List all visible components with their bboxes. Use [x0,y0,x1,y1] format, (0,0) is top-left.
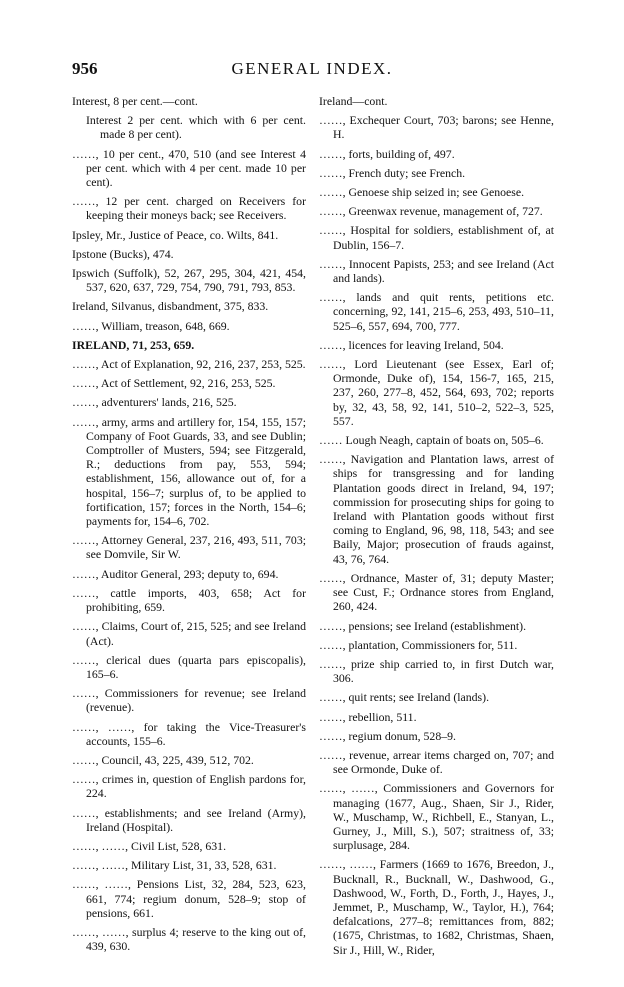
index-entry: ……, Act of Explanation, 92, 216, 237, 253, 525. [72,357,306,372]
index-entry: Ipstone (Bucks), 474. [72,246,174,261]
index-entry: ……, ……, Commissioners and Governors for managing (1677, Aug., Shaen, Sir J., Rider, W., Muschamp, W., Richbell, E., Stanyan, L., Gurney, J., Mill, S.), 507; straitness of, 33; surplusage, 284. [319,781,554,853]
index-entry: ……, French duty; see French. [319,165,466,180]
index-entry: ……, Navigation and Plantation laws, arrest of ships for transgressing and for landing Plantation goods direct in Ireland, 94, 197; commission for prosecuting ships for going to Ireland with Plantation goods without first coming to England, 96, 98, 118, 543; and see Baily, Major; prosecution of frauds against, 43, 76, 764. [319,452,554,566]
index-entry: ……, Greenwax revenue, management of, 727. [319,204,543,219]
index-entry: ……, quit rents; see Ireland (lands). [319,690,490,705]
index-entry: ……, army, arms and artillery for, 154, 155, 157; Company of Foot Guards, 33, and see Dublin; Comptroller of Musters, 594; see Fitzgerald, R.; deductions from pay, 553, 594; establishment, 156, allowance out of, for a hospital, 156–7; surplus of, to be applied to fortification, 157; forces in the North, 154–6; payments for, 154–6, 702. [72,414,306,529]
index-entry: ……, Attorney General, 237, 216, 493, 511, 703; see Domvile, Sir W. [72,533,306,562]
index-entry: ……, Hospital for soldiers, establishment of, at Dublin, 156–7. [319,223,554,252]
index-entry: Ipswich (Suffolk), 52, 267, 295, 304, 421, 454, 537, 620, 637, 729, 754, 790, 791, 793, 853. [72,266,306,295]
index-entry: ……, Act of Settlement, 92, 216, 253, 525. [72,376,276,391]
index-entry: ……, Commissioners for revenue; see Ireland (revenue). [72,686,306,715]
index-entry: ……, prize ship carried to, in first Dutch war, 306. [319,656,554,686]
index-entry: ……, William, treason, 648, 669. [72,318,230,333]
index-entry: Interest 2 per cent. which with 6 per cent. made 8 per cent). [86,113,306,142]
index-entry: ……, Council, 43, 225, 439, 512, 702. [72,752,254,767]
index-entry: ……, ……, Military List, 31, 33, 528, 631. [72,858,277,873]
index-entry: ……, Lord Lieutenant (see Essex, Earl of; Ormonde, Duke of), 154, 156-7, 165, 215, 237, 260, 277–8, 452, 564, 693, 702; reports by, 32, 43, 58, 92, 141, 510–2, 522–3, 525, 557. [319,357,554,428]
index-entry: ……, crimes in, question of English pardons for, 224. [72,772,306,801]
index-entry: ……, cattle imports, 403, 658; Act for prohibiting, 659. [72,585,306,615]
left-column [72,94,306,958]
index-entry: ……, 10 per cent., 470, 510 (and see Interest 4 per cent. which with 4 per cent. made 10 per cent). [72,146,306,190]
index-entry: ……, 12 per cent. charged on Receivers for keeping their moneys back; see Receivers. [72,194,306,223]
index-entry: Interest, 8 per cent.—cont. [72,94,198,108]
index-entry: ……, establishments; and see Ireland (Army), Ireland (Hospital). [72,805,306,834]
index-entry: ……, pensions; see Ireland (establishment). [319,618,527,633]
index-entry: ……, plantation, Commissioners for, 511. [319,637,518,652]
index-entry: Ireland—cont. [319,94,388,108]
index-entry: ……, ……, Civil List, 528, 631. [72,838,227,853]
index-entry: ……, ……, Pensions List, 32, 284, 523, 623, 661, 774; regium donum, 528–9; stop of pensions, 661. [72,877,306,920]
index-entry: ……, Claims, Court of, 215, 525; and see Ireland (Act). [72,619,306,648]
index-entry: ……, ……, Farmers (1669 to 1676, Breedon, J., Bucknall, R., Bucknall, W., Dashwood, G., Dashwood, W., Forth, D., Forth, J., Hayes, J., Jemmet, P., Muschamp, W., Taylor, H.), 764; defalcations, 277–8; remittances from, 882; (1675, Christmas, to 1682, Christmas, Shaen, Sir J., Hill, W., Rider, [319,857,554,957]
index-entry: ……, licences for leaving Ireland, 504. [319,337,504,352]
right-column [319,94,554,962]
index-entry: ……, regium donum, 528–9. [319,728,456,743]
index-entry: ……, Exchequer Court, 703; barons; see Henne, H. [319,113,554,142]
index-entry: Ireland, Silvanus, disbandment, 375, 833. [72,299,269,314]
index-entry: ……, forts, building of, 497. [319,146,455,161]
index-entry: ……, Genoese ship seized in; see Genoese. [319,185,525,200]
index-entry: ……, Ordnance, Master of, 31; deputy Master; see Cust, F.; Ordnance stores from England, 260, 424. [319,570,554,614]
index-entry: Ipsley, Mr., Justice of Peace, co. Wilts, 841. [72,227,279,242]
index-entry: …… Lough Neagh, captain of boats on, 505–6. [319,433,544,448]
index-entry: ……, clerical dues (quarta pars episcopalis), 165–6. [72,652,306,681]
index-entry: ……, revenue, arrear items charged on, 707; and see Ormonde, Duke of. [319,747,554,777]
index-entry: ……, rebellion, 511. [319,709,417,724]
index-entry: ……, Auditor General, 293; deputy to, 694. [72,566,279,581]
index-entry: ……, Innocent Papists, 253; and see Ireland (Act and lands). [319,256,554,286]
index-entry: IRELAND, 71, 253, 659. [72,337,195,352]
running-head: GENERAL INDEX. [231,59,393,78]
index-entry: ……, lands and quit rents, petitions etc. concerning, 92, 141, 215–6, 253, 493, 510–11, 525–6, 557, 694, 700, 777. [319,290,554,333]
index-entry: ……, ……, for taking the Vice-Treasurer's accounts, 155–6. [72,719,306,748]
index-entry: ……, ……, surplus 4; reserve to the king out of, 439, 630. [72,924,306,954]
page-number: 956 [72,59,98,78]
index-entry: ……, adventurers' lands, 216, 525. [72,395,237,410]
